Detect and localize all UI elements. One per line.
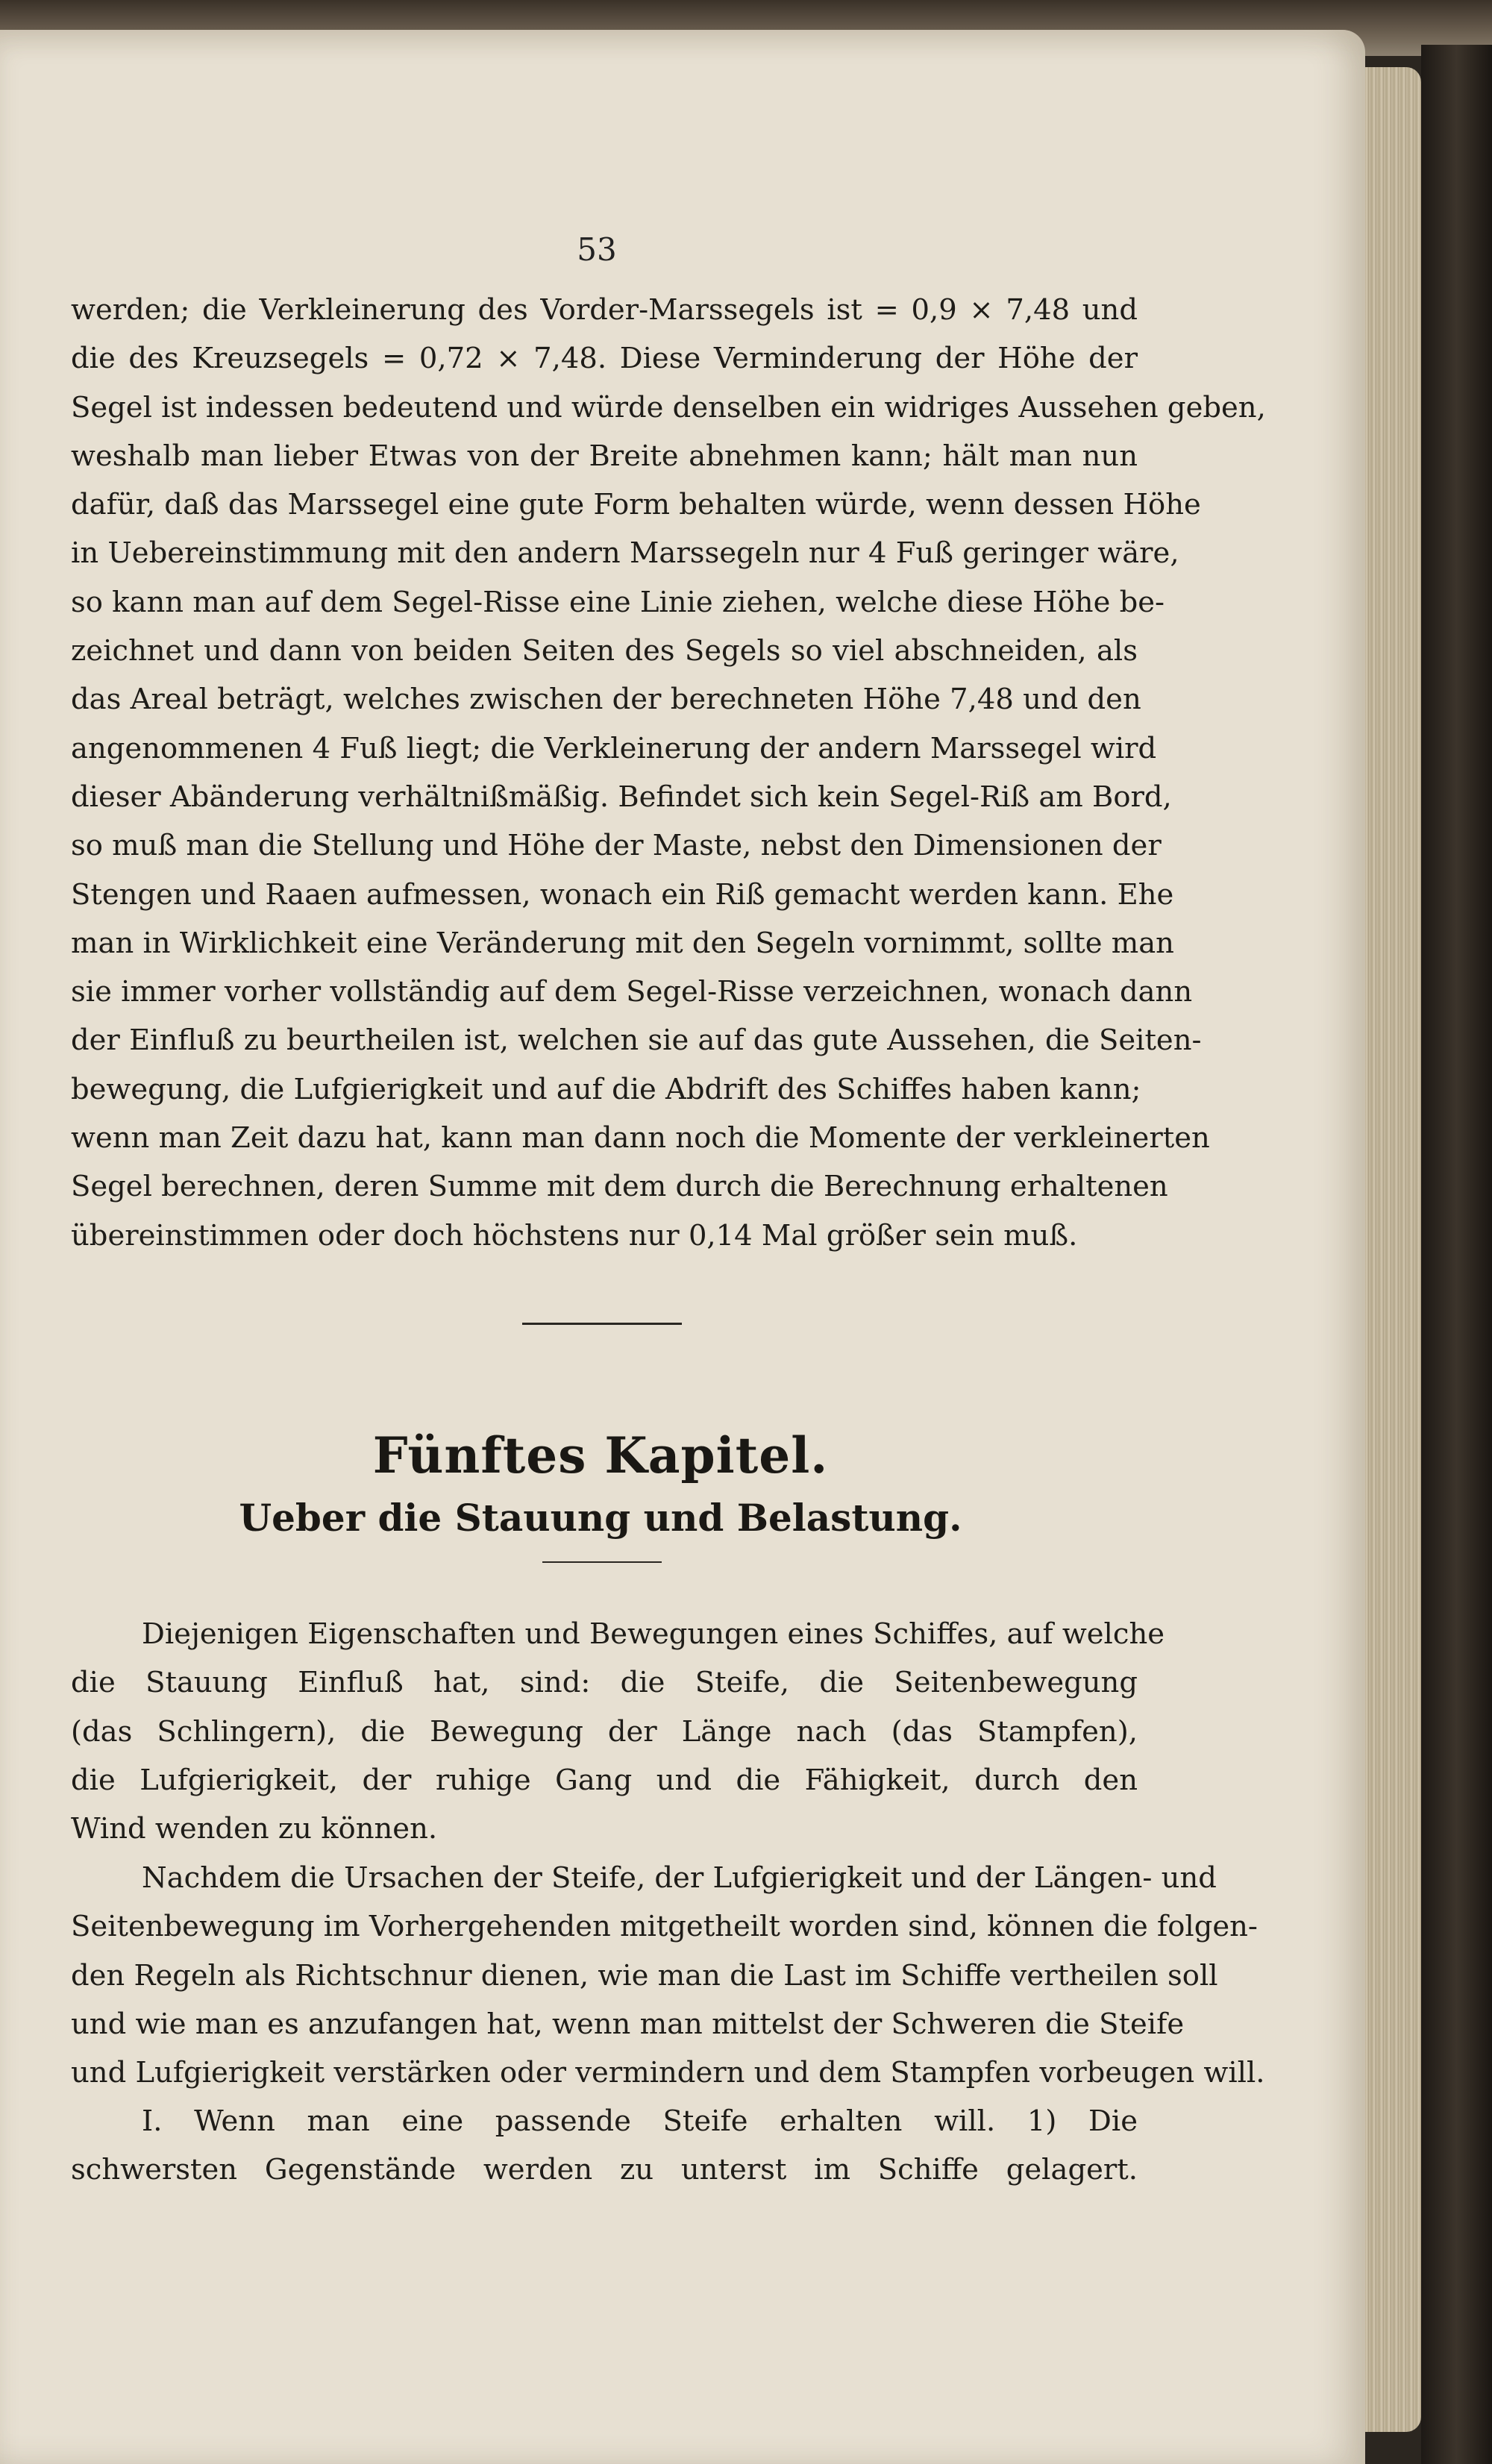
text-line: Diejenigen Eigenschaften und Bewegungen eines Schiffes, auf welche <box>142 1617 1165 1651</box>
book-binding <box>1421 45 1492 2464</box>
text-line: Segel berechnen, deren Summe mit dem durch die Berechnung erhaltenen <box>71 1170 1168 1204</box>
text-line: Seitenbewegung im Vorhergehenden mitgetheilt worden sind, können die folgen- <box>71 1910 1258 1944</box>
text-line: zeichnet und dann von beiden Seiten des Segels so viel abschneiden, als <box>71 634 1138 668</box>
text-line: Wind wenden zu können. <box>71 1812 438 1846</box>
text-line: die des Kreuzsegels = 0,72 × 7,48. Diese Verminderung der Höhe der <box>71 342 1138 376</box>
book-page <box>0 30 1365 2464</box>
text-line: weshalb man lieber Etwas von der Breite abnehmen kann; hält man nun <box>71 439 1138 473</box>
text-line: bewegung, die Lufgierigkeit und auf die Abdrift des Schiffes haben kann; <box>71 1072 1141 1106</box>
text-line: so kann man auf dem Segel-Risse eine Linie ziehen, welche diese Höhe be- <box>71 585 1165 619</box>
text-line: den Regeln als Richtschnur dienen, wie man die Last im Schiffe vertheilen soll <box>71 1958 1218 1993</box>
divider-rule-bottom <box>542 1561 662 1563</box>
paragraph-rules-intro <box>71 1854 1265 2097</box>
page-number: 53 <box>577 231 617 268</box>
text-line: (das Schlingern), die Bewegung der Länge nach (das Stampfen), <box>71 1714 1138 1749</box>
text-line: das Areal beträgt, welches zwischen der berechneten Höhe 7,48 und den <box>71 683 1141 717</box>
text-line: dafür, daß das Marssegel eine gute Form behalten würde, wenn dessen Höhe <box>71 488 1201 522</box>
text-line: wenn man Zeit dazu hat, kann man dann noch die Momente der verkleinerten <box>71 1121 1210 1156</box>
text-line: Segel ist indessen bedeutend und würde denselben ein widriges Aussehen geben, <box>71 390 1266 424</box>
text-line: man in Wirklichkeit eine Veränderung mit den Segeln vornimmt, sollte man <box>71 926 1174 960</box>
text-line: der Einfluß zu beurtheilen ist, welchen sie auf das gute Aussehen, die Seiten- <box>71 1023 1202 1058</box>
paragraph-ship-properties <box>71 1610 1165 1853</box>
chapter-subtitle: Ueber die Stauung und Belastung. <box>239 1496 962 1540</box>
divider-rule-top <box>522 1323 682 1325</box>
text-line: und Lufgierigkeit verstärken oder vermindern und dem Stampfen vorbeugen will. <box>71 2056 1265 2090</box>
text-line: die Stauung Einfluß hat, sind: die Steife, die Seitenbewegung <box>71 1666 1138 1700</box>
text-line: sie immer vorher vollständig auf dem Segel-Risse verzeichnen, wonach dann <box>71 975 1193 1009</box>
chapter-title: Fünftes Kapitel. <box>372 1426 829 1485</box>
text-line: I. Wenn man eine passende Steife erhalten will. 1) Die <box>142 2104 1138 2138</box>
paragraph-sail-reduction <box>71 286 1266 1260</box>
text-line: werden; die Verkleinerung des Vorder-Marssegels ist = 0,9 × 7,48 und <box>71 293 1138 327</box>
text-line: und wie man es anzufangen hat, wenn man mittelst der Schweren die Steife <box>71 2007 1185 2041</box>
text-line: in Uebereinstimmung mit den andern Marssegeln nur 4 Fuß geringer wäre, <box>71 536 1179 571</box>
text-line: angenommenen 4 Fuß liegt; die Verkleinerung der andern Marssegel wird <box>71 731 1157 765</box>
text-line: Stengen und Raaen aufmessen, wonach ein Riß gemacht werden kann. Ehe <box>71 877 1174 912</box>
text-line: so muß man die Stellung und Höhe der Maste, nebst den Dimensionen der <box>71 829 1162 863</box>
text-line: Nachdem die Ursachen der Steife, der Lufgierigkeit und der Längen- und <box>142 1861 1217 1895</box>
text-line: schwersten Gegenstände werden zu unterst im Schiffe gelagert. <box>71 2153 1138 2187</box>
paragraph-rule-one <box>71 2097 1138 2195</box>
text-line: die Lufgierigkeit, der ruhige Gang und die Fähigkeit, durch den <box>71 1763 1138 1797</box>
text-line: übereinstimmen oder doch höchstens nur 0,14 Mal größer sein muß. <box>71 1218 1078 1253</box>
text-line: dieser Abänderung verhältnißmäßig. Befindet sich kein Segel-Riß am Bord, <box>71 780 1172 814</box>
